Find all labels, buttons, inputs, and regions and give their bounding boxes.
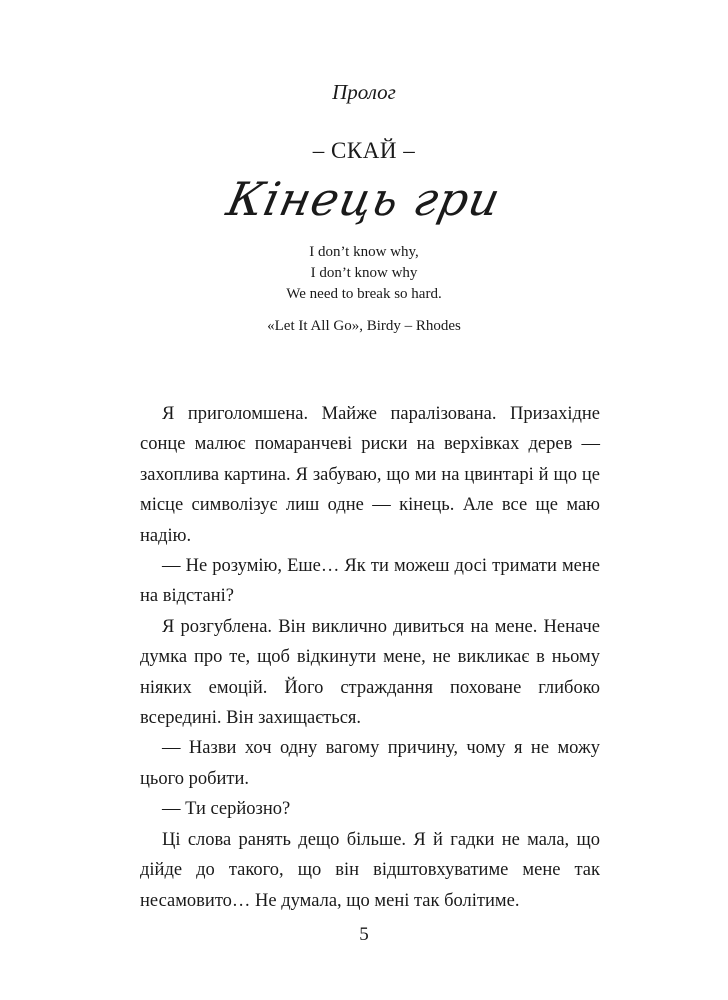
paragraph: — Назви хоч одну вагому причину, чому я не можу цього робити. [140,738,600,789]
paragraph: — Ти серйозно? [162,799,291,820]
epigraph-line: I don’t know why [310,265,418,281]
paragraph: Я розгублена. Він виклично дивиться на мене. Неначе думка про те, щоб відкинути мене, не викликає в ньому ніяких емоцій. Його страждання поховане глибоко всередині. Він захищається. [140,616,600,729]
body-text [140,399,600,916]
epigraph [0,242,728,305]
page-number: 5 [359,924,369,945]
epigraph-line: I don’t know why, [309,244,419,260]
epigraph-source: «Let It All Go», Birdy – Rhodes [267,318,461,334]
epigraph-line: We need to break so hard. [286,286,442,302]
character-heading: – СКАЙ – [312,138,416,163]
section-label: Пролог [332,80,396,104]
paragraph: Я приголомшена. Майже паралізована. Призахідне сонце малює помаранчеві риски на верхівках дерев — захоплива картина. Я забуваю, що ми на цвинтарі й що це місце символізує лиш одне — кінець. Але все ще маю надію. [140,404,600,546]
chapter-title: Кінець гри [222,172,506,226]
paragraph: — Не розумію, Еше… Як ти можеш досі тримати мене на відстані? [140,556,600,607]
paragraph: Ці слова ранять дещо більше. Я й гадки не мала, що дійде до такого, що він відштовхуватиме мене так несамовито… Не думала, що мені так болітиме. [140,829,600,911]
